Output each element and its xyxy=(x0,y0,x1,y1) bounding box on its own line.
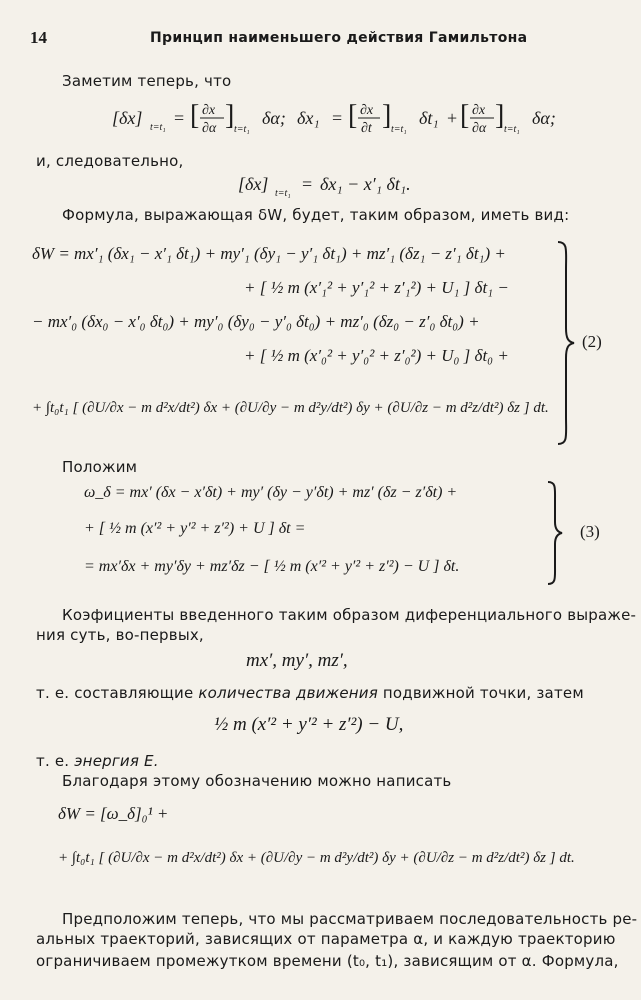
svg-text:δx₁ − x′₁ δt₁.: δx₁ − x′₁ δt₁. xyxy=(320,174,411,194)
svg-text:]: ] xyxy=(225,100,235,131)
svg-text:t=t₁: t=t₁ xyxy=(391,124,407,135)
equation-label-2: (2) xyxy=(582,332,602,351)
eqO-line-2: + [ ½ m (x′² + y′² + z′²) + U ] δt = xyxy=(84,520,306,537)
svg-text:=: = xyxy=(174,108,185,128)
paragraph-7-pre: т. е. xyxy=(36,752,75,770)
svg-text:∂x: ∂x xyxy=(360,103,374,118)
equation-5: mx′, my′, mz′, xyxy=(246,650,348,671)
svg-text:+: + xyxy=(447,108,458,128)
equation-8-line-2: + ∫t₀t₁ [ (∂U/∂x − m d²x/dt²) δx + (∂U/∂y − m d²y/dt²) δy + (∂U/∂z − m d²z/dt²) δz ] dt. xyxy=(58,850,575,866)
svg-text:∂α: ∂α xyxy=(202,121,217,136)
running-head: Принцип наименьшего действия Гамильтона xyxy=(150,30,528,46)
svg-text:∂t: ∂t xyxy=(361,121,372,136)
eqW-line-1: δW = mx′₁ (δx₁ − x′₁ δt₁) + my′₁ (δy₁ − y′₁ δt₁) + mz′₁ (δz₁ − z′₁ δt₁) + xyxy=(32,244,506,263)
equation-6: ½ m (x′² + y′² + z′²) − U, xyxy=(214,714,404,735)
eqW-line-2: + [ ½ m (x′₁² + y′₁² + z′₁²) + U₁ ] δt₁ − xyxy=(244,278,509,297)
eqO-line-3: = mx′δx + my′δy + mz′δz − [ ½ m (x′² + y′² + z′²) − U ] δt. xyxy=(84,558,460,575)
paragraph-7 xyxy=(36,752,159,770)
svg-text:t=t₁: t=t₁ xyxy=(275,188,291,199)
svg-text:t=t₁: t=t₁ xyxy=(234,124,250,135)
svg-text:=: = xyxy=(302,174,313,194)
eqO-line-1: ω_δ = mx′ (δx − x′δt) + my′ (δy − y′δt) + mz′ (δz − z′δt) + xyxy=(84,484,458,501)
page-number: 14 xyxy=(30,28,47,47)
svg-text:t=t₁: t=t₁ xyxy=(150,122,166,133)
equation-8-line-1: δW = [ω_δ]₀¹ + xyxy=(58,804,169,823)
svg-text:[δx]: [δx] xyxy=(238,174,269,194)
svg-text:δα;: δα; xyxy=(532,108,556,128)
equation-system-2 xyxy=(28,236,628,452)
paragraph-6 xyxy=(36,684,584,702)
equation-system-3 xyxy=(56,478,616,590)
svg-text:δx₁: δx₁ xyxy=(297,108,320,128)
paragraph-9-line-3: ограничиваем промежутком времени (t₀, t₁), зависящим от α. Формула, xyxy=(36,952,619,970)
equation-2-render xyxy=(238,170,498,200)
svg-text:∂α: ∂α xyxy=(472,121,487,136)
paragraph-9-line-1: Предположим теперь, что мы рассматриваем последовательность ре- xyxy=(62,910,638,928)
paragraph-2: и, следовательно, xyxy=(36,152,184,170)
equation-1-render xyxy=(112,98,582,138)
eqW-line-3: − mx′₀ (δx₀ − x′₀ δt₀) + my′₀ (δy₀ − y′₀ δt₀) + mz′₀ (δz₀ − z′₀ δt₀) + xyxy=(32,312,480,331)
paragraph-6-italic: количества движения xyxy=(198,684,378,702)
equation-label-3: (3) xyxy=(580,522,600,541)
equation-1 xyxy=(112,98,582,138)
svg-text:δt₁: δt₁ xyxy=(419,108,439,128)
paragraph-7-italic: энергия E. xyxy=(74,752,159,770)
svg-text:=: = xyxy=(332,108,343,128)
paragraph-1: Заметим теперь, что xyxy=(62,72,232,90)
svg-text:[: [ xyxy=(190,100,200,131)
paragraph-9-line-2: альных траекторий, зависящих от параметра α, и каждую траекторию xyxy=(36,930,616,948)
svg-text:[: [ xyxy=(460,100,470,131)
svg-text:∂x: ∂x xyxy=(202,103,216,118)
svg-text:]: ] xyxy=(495,100,505,131)
svg-text:[: [ xyxy=(348,100,358,131)
eqW-line-5: + ∫t₀t₁ [ (∂U/∂x − m d²x/dt²) δx + (∂U/∂y − m d²y/dt²) δy + (∂U/∂z − m d²z/dt²) δz ] dt. xyxy=(32,400,549,416)
paragraph-8: Благодаря этому обозначению можно написать xyxy=(62,772,452,790)
paragraph-5-line-2: ния суть, во-первых, xyxy=(36,626,204,644)
svg-text:∂x: ∂x xyxy=(472,103,486,118)
paragraph-6-post: подвижной точки, затем xyxy=(377,684,584,702)
right-brace-2 xyxy=(556,240,576,446)
svg-text:]: ] xyxy=(382,100,392,131)
paragraph-5-line-1: Коэфициенты введенного таким образом диференциального выраже- xyxy=(62,606,637,624)
svg-text:[δx]: [δx] xyxy=(112,108,143,128)
svg-text:δα;: δα; xyxy=(262,108,286,128)
paragraph-6-pre: т. е. составляющие xyxy=(36,684,199,702)
eqW-line-4: + [ ½ m (x′₀² + y′₀² + z′₀²) + U₀ ] δt₀ + xyxy=(244,346,509,365)
right-brace-3 xyxy=(546,480,564,586)
svg-text:t=t₁: t=t₁ xyxy=(504,124,520,135)
paragraph-3: Формула, выражающая δW, будет, таким образом, иметь вид: xyxy=(62,206,570,224)
paragraph-4: Положим xyxy=(62,458,138,476)
equation-2 xyxy=(238,170,498,200)
